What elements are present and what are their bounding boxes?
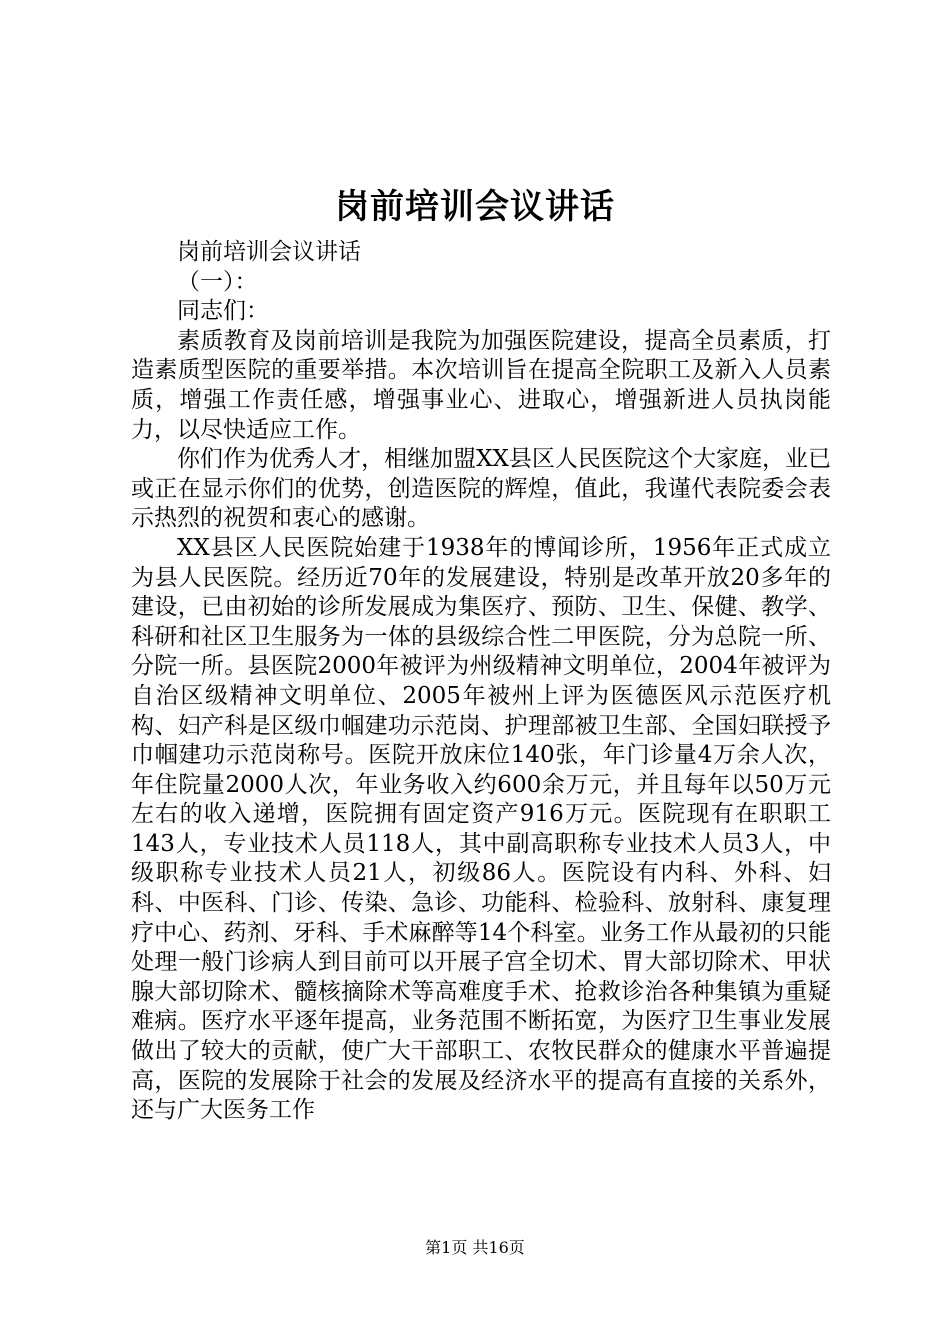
paragraph-heading-repeat: 岗前培训会议讲话 xyxy=(177,239,361,265)
paragraph-salutation: 同志们： xyxy=(177,298,269,325)
document-title: 岗前培训会议讲话 xyxy=(335,187,615,227)
paragraph-hospital-history: XX县区人民医院始建于1938年的博闻诊所，1956年正式成立为县人民医院。经历近70年的发展建设，特别是改革开放20多年的建设，已由初始的诊所发展成为集医疗、预防、卫生、保健、教学、科研和社区卫生服务为一体的县级综合性二甲医院，分为总院一所、分院一所。县医院2000年被评为州级精神文明单位，2004年被评为自治区级精神文明单位、2005年被州上评为医德医风示范医疗机构、妇产科是区级巾帼建功示范岗、护理部被卫生部、全国妇联授予巾帼建功示范岗称号。医院开放床位140张，年门诊量4万余人次，年住院量2000人次，年业务收入约600余万元，并且每年以50万元左右的收入递增，医院拥有固定资产916万元。医院现有在职职工143人，专业技术人员118人，其中副高职称专业技术人员3人，中级职称专业技术人员21人，初级86人。医院设有内科、外科、妇科、中医科、门诊、传染、急诊、功能科、检验科、放射科、康复理疗中心、药剂、牙科、手术麻醉等14个科室。业务工作从最初的只能处理一般门诊病人到目前可以开展子宫全切术、胃大部切除术、甲状腺大部切除术、髓核摘除术等高难度手术、抢救诊治各种集镇为重疑难病。医疗水平逐年提高，业务范围不断拓宽，为医疗卫生事业发展做出了较大的贡献，使广大干部职工、农牧民群众的健康水平普遍提高，医院的发展除于社会的发展及经济水平的提高有直接的关系外，还与广大医务工作 xyxy=(131,534,831,1124)
paragraph-section-marker: （一）： xyxy=(177,268,258,295)
paragraph-welcome: 你们作为优秀人才，相继加盟XX县区人民医院这个大家庭，业已或正在显示你们的优势，创造医院的辉煌，值此，我谨代表院委会表示热烈的祝贺和衷心的感谢。 xyxy=(131,446,831,532)
paragraph-training-purpose: 素质教育及岗前培训是我院为加强医院建设，提高全员素质，打造素质型医院的重要举措。本次培训旨在提高全院职工及新入人员素质，增强工作责任感，增强事业心、进取心，增强新进人员执岗能力，以尽快适应工作。 xyxy=(131,327,831,443)
document-body xyxy=(131,238,831,1126)
page-footer: 第1页 共16页 xyxy=(425,1238,525,1257)
